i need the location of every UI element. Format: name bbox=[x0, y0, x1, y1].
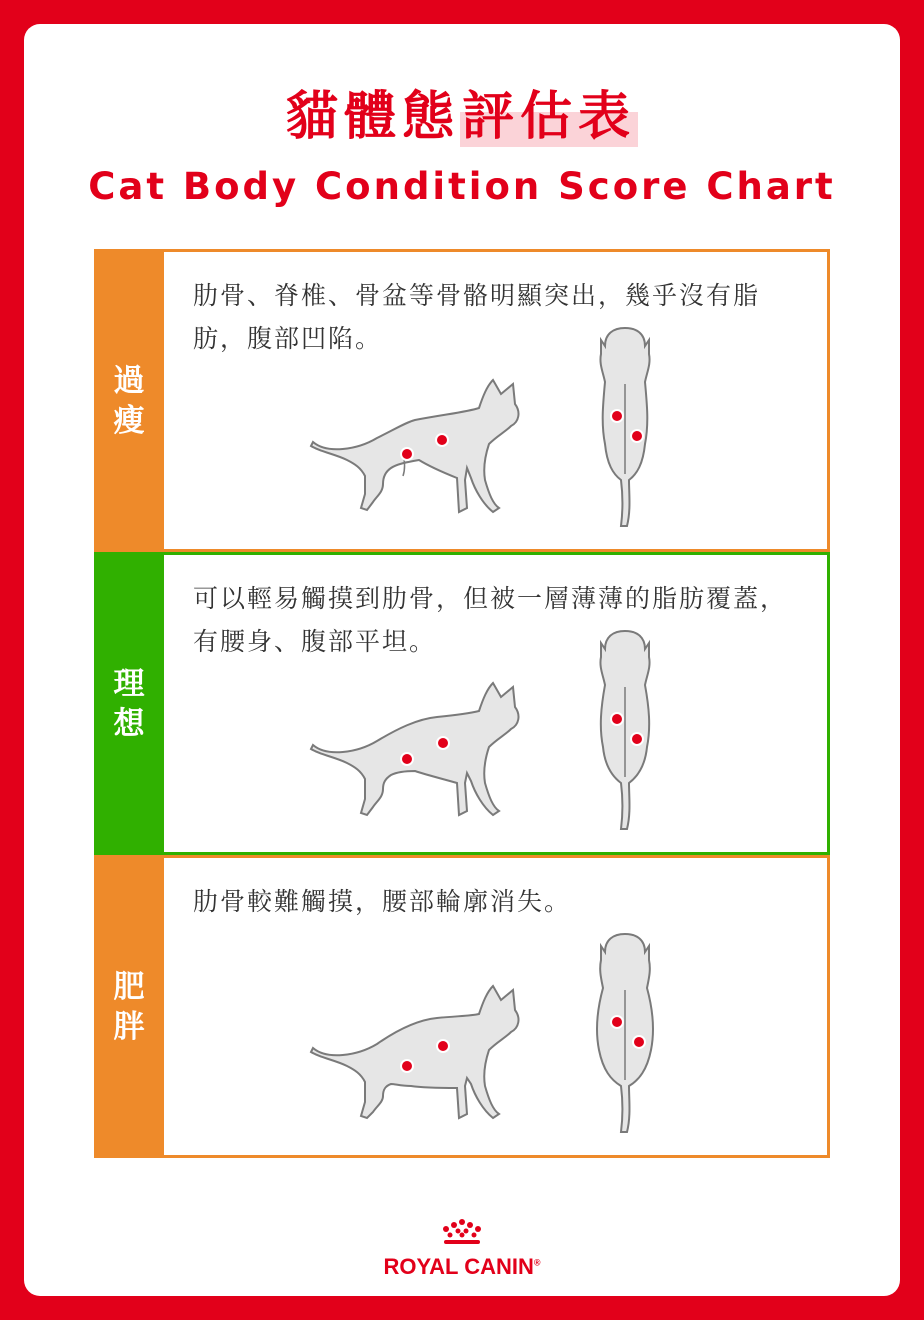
cat-side-ideal-icon bbox=[307, 675, 547, 825]
cat-top-thin-icon bbox=[595, 324, 655, 534]
row-label-ideal bbox=[94, 552, 164, 855]
cat-side-obese-icon bbox=[307, 978, 547, 1128]
row-description: 可以輕易觸摸到肋骨，但被一層薄薄的脂肪覆蓋，有腰身、腹部平坦。 bbox=[193, 584, 788, 656]
row-label-char: 肥 bbox=[113, 968, 145, 1005]
cat-side-thin-icon bbox=[307, 372, 547, 522]
cat-top-ideal-icon bbox=[595, 627, 655, 837]
row-label-char: 瘦 bbox=[113, 402, 145, 439]
page-title-english: Cat Body Condition Score Chart bbox=[88, 165, 836, 208]
row-label-char: 過 bbox=[113, 362, 145, 399]
row-label-obese bbox=[94, 855, 164, 1158]
row-description: 肋骨較難觸摸，腰部輪廓消失。 bbox=[193, 887, 572, 916]
row-thin bbox=[94, 249, 830, 552]
row-obese bbox=[94, 855, 830, 1158]
row-label-char: 理 bbox=[113, 665, 145, 702]
crown-icon bbox=[432, 1218, 492, 1248]
title-highlight: 評估表 bbox=[462, 87, 637, 147]
cat-top-obese-icon bbox=[595, 930, 655, 1140]
footer-logo bbox=[0, 1218, 924, 1280]
brand-text: ROYAL CANIN bbox=[383, 1254, 534, 1279]
row-description: 肋骨、脊椎、骨盆等骨骼明顯突出，幾乎沒有脂肪，腹部凹陷。 bbox=[193, 281, 761, 353]
row-ideal bbox=[94, 552, 830, 855]
row-label-thin bbox=[94, 249, 164, 552]
title-main: 貓體態 bbox=[285, 87, 460, 147]
row-label-char: 胖 bbox=[113, 1008, 145, 1045]
page-title-chinese bbox=[0, 84, 924, 150]
brand-name bbox=[0, 1254, 924, 1280]
registered-mark: ® bbox=[533, 1257, 541, 1268]
row-label-char: 想 bbox=[113, 705, 145, 742]
